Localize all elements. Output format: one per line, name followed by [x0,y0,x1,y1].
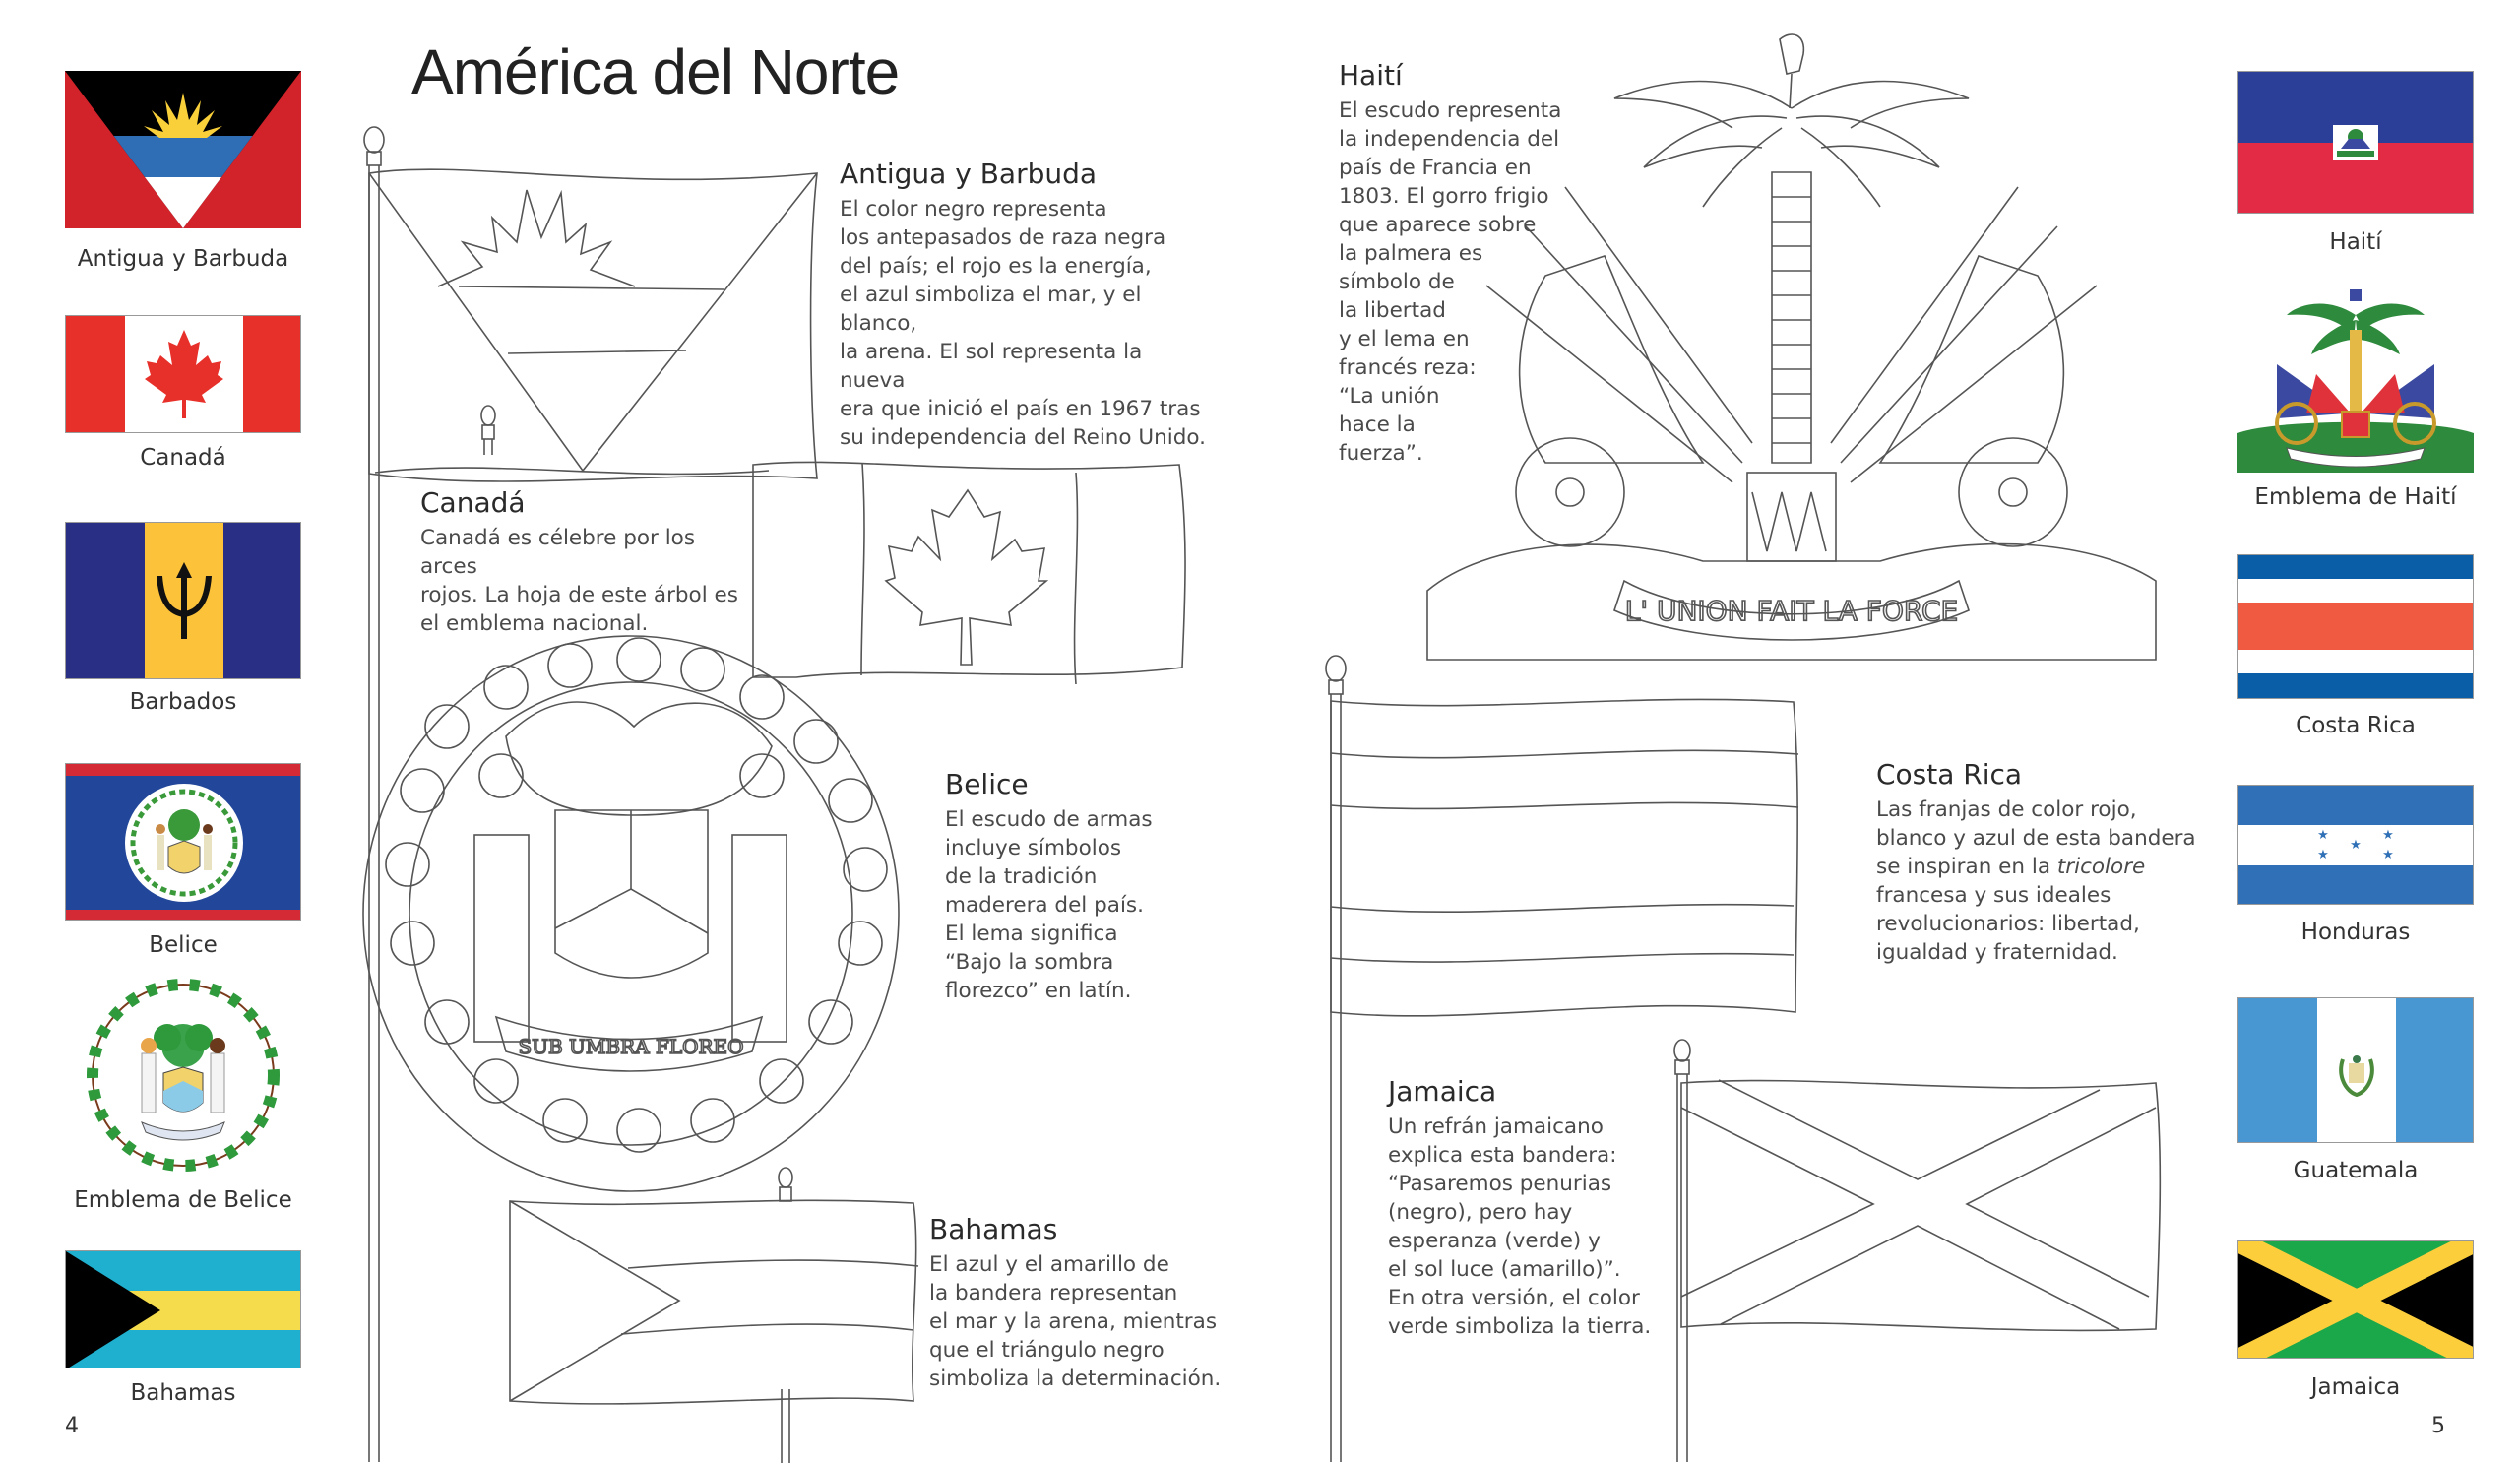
blurb-line: el sol luce (amarillo)”. [1388,1257,1621,1282]
caption-belize-emblem: Emblema de Belice [74,1187,292,1213]
caption-bahamas: Bahamas [130,1380,236,1406]
page-title: América del Norte [411,36,900,107]
blurb-line: que aparece sobre [1339,213,1537,237]
blurb-line: verde simboliza la tierra. [1388,1314,1652,1339]
outline-flag-jamaica [1681,1078,2164,1344]
flag-canada [65,315,301,433]
blurb-line: 1803. El gorro frigio [1339,184,1549,209]
blurb-line: florezco” en latín. [945,979,1132,1003]
blurb-line: blanco y azul de esta bandera [1876,826,2196,851]
caption-guatemala: Guatemala [2293,1158,2419,1183]
blurb-line: la palmera es [1339,241,1483,266]
outline-flag-antigua [369,163,822,488]
blurb-line: la arena. El sol representa la nueva [840,340,1143,393]
blurb-antigua [840,158,1214,452]
blurb-line: “La unión [1339,384,1440,409]
blurb-line: fuerza”. [1339,441,1423,466]
outline-flag-bahamas [510,1199,943,1406]
blurb-bahamas-title: Bahamas [929,1213,1058,1245]
blurb-line [1876,853,2211,881]
blurb-haiti-title: Haití [1339,59,1403,92]
svg-text:★: ★ [2350,838,2362,853]
caption-belize: Belice [149,932,218,958]
svg-text:★: ★ [2382,848,2394,862]
blurb-line: (negro), pero hay [1388,1200,1573,1225]
blurb-line: “Bajo la sombra [945,950,1114,975]
blurb-costa-rica [1876,758,2211,967]
emblem-haiti [2237,286,2474,473]
svg-text:★: ★ [2317,828,2329,843]
blurb-line: símbolo de [1339,270,1455,294]
flag-bahamas [65,1250,301,1368]
flag-guatemala [2237,997,2474,1143]
outline-flag-costa-rica [1331,697,1803,1032]
caption-canada: Canadá [140,445,226,471]
blurb-line: En otra versión, el color [1388,1286,1640,1310]
blurb-line: el mar y la arena, mientras [929,1309,1218,1334]
blurb-line: El color negro representa [840,197,1107,222]
blurb-line: los antepasados de raza negra [840,225,1166,250]
blurb-line: que el triángulo negro [929,1338,1165,1363]
svg-text:★: ★ [2317,848,2329,862]
blurb-line: Las franjas de color rojo, [1876,797,2137,822]
blurb-line: del país; el rojo es la energía, [840,254,1152,279]
emblem-belize [83,975,284,1176]
blurb-haiti [1339,59,1575,468]
blurb-bahamas [929,1213,1225,1393]
blurb-line: la independencia del [1339,127,1560,152]
page-number-left: 4 [65,1414,79,1438]
flag-belize [65,763,301,921]
blurb-line: Canadá es célebre por los arces [420,526,696,579]
blurb-line: de la tradición [945,864,1098,889]
blurb-line: la bandera representan [929,1281,1178,1305]
italic-word: tricolore [2056,855,2146,879]
caption-antigua: Antigua y Barbuda [77,246,289,272]
flag-antigua-barbuda [65,71,301,228]
blurb-costa-rica-title: Costa Rica [1876,758,2023,791]
caption-jamaica: Jamaica [2310,1374,2401,1400]
blurb-line: El escudo representa [1339,98,1562,123]
blurb-line: francesa y sus ideales [1876,883,2111,908]
blurb-line: rojos. La hoja de este árbol es [420,583,738,607]
blurb-belize [945,768,1201,1005]
caption-costa-rica: Costa Rica [2296,713,2416,738]
flag-barbados [65,522,301,679]
caption-haiti-emblem: Emblema de Haití [2254,484,2457,510]
blurb-line: su independencia del Reino Unido. [840,425,1207,450]
flag-costa-rica [2237,554,2474,699]
blurb-antigua-title: Antigua y Barbuda [840,158,1098,190]
svg-text:★: ★ [2382,828,2394,843]
blurb-line: revolucionarios: libertad, [1876,912,2140,936]
blurb-line: igualdad y fraternidad. [1876,940,2118,965]
flag-haiti [2237,71,2474,214]
caption-haiti: Haití [2329,229,2382,255]
blurb-line: “Pasaremos penurias [1388,1172,1612,1196]
blurb-belize-title: Belice [945,768,1029,800]
blurb-canada-title: Canadá [420,486,526,519]
blurb-line: francés reza: [1339,355,1477,380]
svg-text:L' UNION FAIT LA FORCE: L' UNION FAIT LA FORCE [1624,595,1959,627]
blurb-line: esperanza (verde) y [1388,1229,1601,1253]
blurb-jamaica-title: Jamaica [1388,1075,1497,1108]
blurb-line: El escudo de armas [945,807,1153,832]
blurb-line: el azul simboliza el mar, y el blanco, [840,283,1142,336]
blurb-line: era que inició el país en 1967 tras [840,397,1201,421]
blurb-line: El lema significa [945,922,1118,946]
blurb-canada [420,486,755,638]
flag-honduras [2237,785,2474,905]
blurb-line: la libertad [1339,298,1446,323]
page-number-right: 5 [2431,1414,2445,1438]
blurb-line: El azul y el amarillo de [929,1252,1169,1277]
blurb-line: maderera del país. [945,893,1144,918]
blurb-line: Un refrán jamaicano [1388,1114,1604,1139]
svg-text:SUB UMBRA FLOREO: SUB UMBRA FLOREO [518,1035,744,1058]
blurb-line: país de Francia en [1339,156,1532,180]
flag-jamaica [2237,1240,2474,1359]
blurb-line-text: se inspiran en la [1876,855,2057,879]
blurb-line: y el lema en [1339,327,1470,351]
blurb-line: explica esta bandera: [1388,1143,1617,1168]
blurb-line: hace la [1339,413,1416,437]
blurb-jamaica [1388,1075,1654,1341]
outline-emblem-belize [358,628,905,1199]
blurb-line: el emblema nacional. [420,611,649,636]
caption-honduras: Honduras [2300,920,2411,945]
caption-barbados: Barbados [129,689,237,715]
blurb-line: simboliza la determinación. [929,1367,1222,1391]
blurb-line: incluye símbolos [945,836,1122,860]
